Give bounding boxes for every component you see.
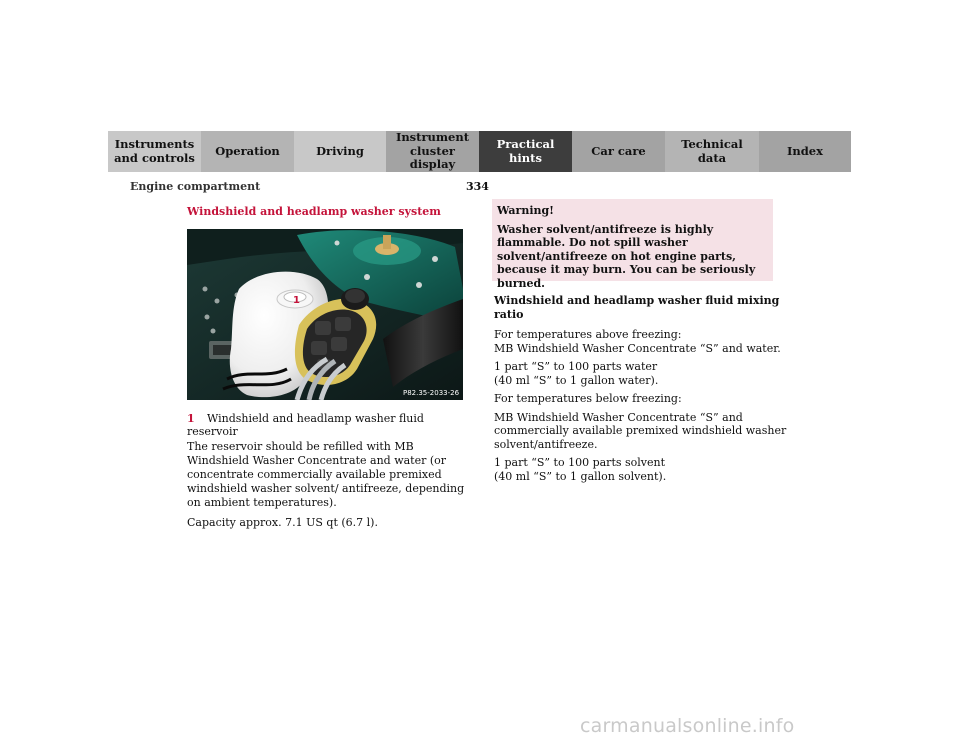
paragraph-solvent: MB Windshield Washer Concentrate “S” and commercially available premixed windshield washer solvent/antifreeze. (494, 410, 787, 451)
engine-compartment-photo (187, 229, 463, 400)
section-title: Windshield and headlamp washer system (187, 205, 441, 218)
warning-box (492, 199, 773, 290)
paragraph-ratio-solvent: 1 part “S” to 100 parts solvent (40 ml “S” to 1 gallon solvent). (494, 456, 667, 483)
tab-index[interactable]: Index (759, 131, 851, 172)
figure-callout: 1 (293, 295, 300, 306)
tab-practical-hints[interactable]: Practical hints (479, 131, 572, 172)
mixing-ratio-title: Windshield and headlamp washer fluid mixing ratio (494, 294, 780, 321)
site-watermark: carmanualsonline.info (580, 715, 795, 737)
figure-code: P82.35-2033-26 (403, 389, 460, 397)
left-body (187, 440, 472, 536)
tab-technical-data[interactable]: Technical data (665, 131, 759, 172)
caption-number: 1 (187, 412, 195, 425)
page-number: 334 (466, 180, 489, 193)
tab-operation[interactable]: Operation (201, 131, 294, 172)
chapter-nav (108, 131, 851, 172)
paragraph-ratio-water: 1 part “S” to 100 parts water (40 ml “S” to 1 gallon water). (494, 360, 659, 387)
figure-caption (187, 412, 477, 438)
tab-driving[interactable]: Driving (294, 131, 386, 172)
tab-instruments-and-controls[interactable]: Instruments and controls (108, 131, 201, 172)
paragraph-below-freezing: For temperatures below freezing: (494, 392, 682, 405)
tab-car-care[interactable]: Car care (572, 131, 665, 172)
paragraph-capacity: Capacity approx. 7.1 US qt (6.7 l). (187, 516, 378, 529)
warning-title: Warning! (497, 204, 555, 217)
warning-text: Washer solvent/antifreeze is highly flammable. Do not spill washer solvent/antifreeze on hot engine parts, because it may burn. You can be seriously burned. (497, 222, 756, 290)
paragraph-refill: The reservoir should be refilled with MB Windshield Washer Concentrate and water (or concentrate commercially available premixed windshield washer solvent/ antifreeze, depending on ambient temperatures). (187, 440, 465, 509)
section-header: Engine compartment (130, 180, 261, 193)
tab-instrument-cluster-display[interactable]: Instrument cluster display (386, 131, 479, 172)
caption-text: Windshield and headlamp washer fluid reservoir (187, 412, 424, 438)
right-body (494, 294, 794, 488)
paragraph-above-freezing: For temperatures above freezing: MB Windshield Washer Concentrate “S” and water. (494, 328, 781, 355)
